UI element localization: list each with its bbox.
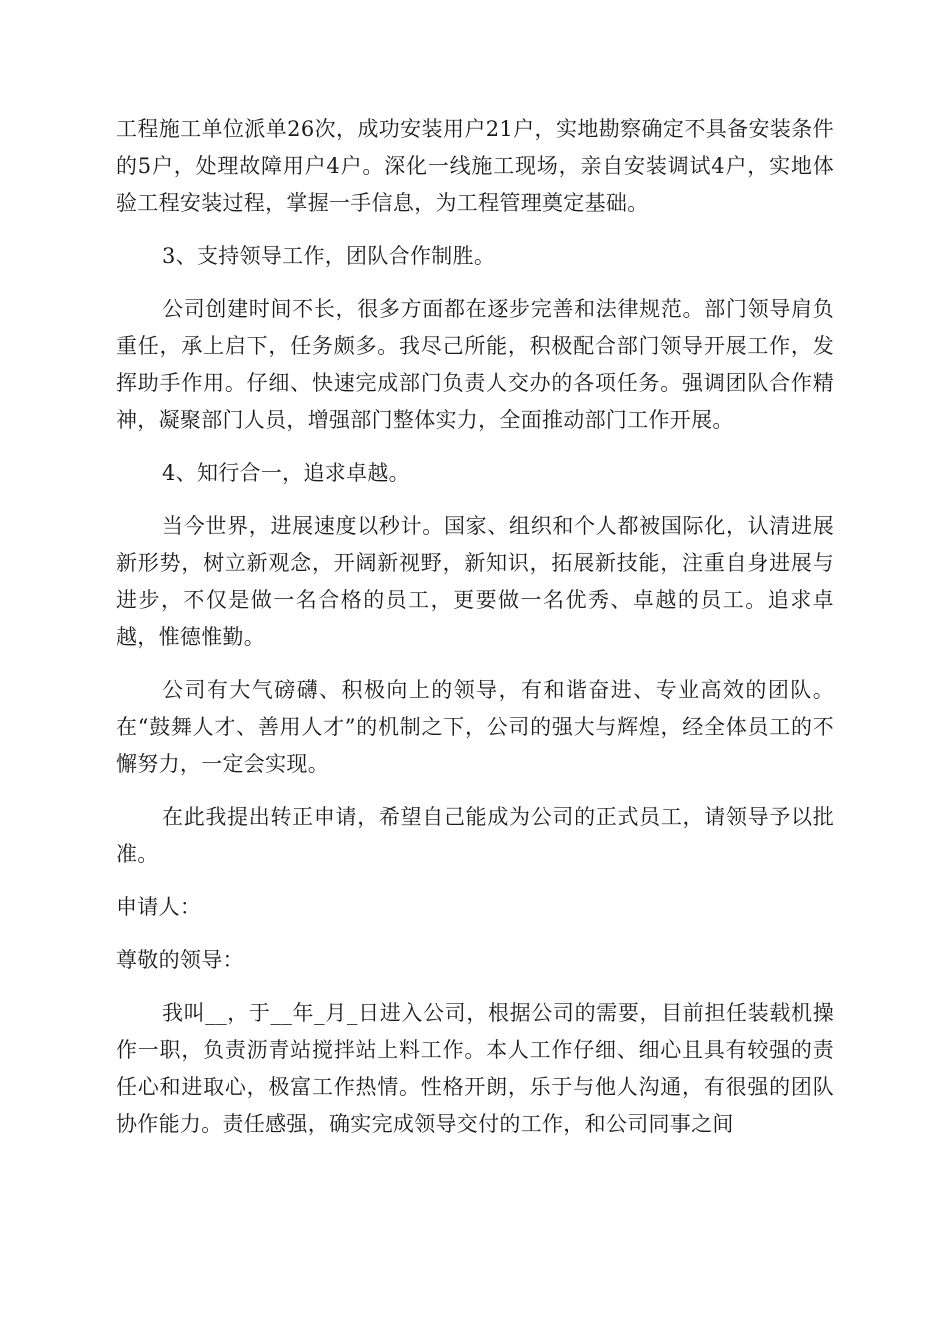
paragraph-install-stats: 工程施工单位派单26次，成功安装用户21户，实地勘察确定不具备安装条件的5户，处理故障用户4户。深化一线施工现场，亲自安装调试4户，实地体验工程安装过程，掌握一手信息，为工程管理奠定基础。 <box>116 117 834 215</box>
section-heading-3: 3、支持领导工作，团队合作制胜。 <box>162 244 496 268</box>
section-heading-4: 4、知行合一，追求卓越。 <box>162 461 410 485</box>
document-page <box>116 111 834 1159</box>
paragraph-pursue-excellence: 当今世界，进展速度以秒计。国家、组织和个人都被国际化，认清进展新形势，树立新观念，开阔新视野，新知识，拓展新技能，注重自身进展与进步，不仅是做一名合格的员工，更要做一名优秀、卓越的员工。追求卓越，惟德惟勤。 <box>116 514 834 649</box>
paragraph-application: 在此我提出转正申请，希望自己能成为公司的正式员工，请领导予以批准。 <box>116 805 834 866</box>
applicant-line: 申请人： <box>116 895 202 919</box>
paragraph-support-leaders: 公司创建时间不长，很多方面都在逐步完善和法律规范。部门领导肩负重任，承上启下，任务颇多。我尽己所能，积极配合部门领导开展工作，发挥助手作用。仔细、快速完成部门负责人交办的各项任务。强调团队合作精神，凝聚部门人员，增强部门整体实力，全面推动部门工作开展。 <box>116 297 834 432</box>
salutation-line: 尊敬的领导： <box>116 948 244 972</box>
paragraph-self-intro: 我叫__，于__年_月_日进入公司，根据公司的需要，目前担任装载机操作一职，负责沥青站搅拌站上料工作。本人工作仔细、细心且具有较强的责任心和进取心，极富工作热情。性格开朗，乐于与他人沟通，有很强的团队协作能力。责任感强，确实完成领导交付的工作，和公司同事之间 <box>116 1001 834 1136</box>
paragraph-company-team: 公司有大气磅礴、积极向上的领导，有和谐奋进、专业高效的团队。在“鼓舞人才、善用人才”的机制之下，公司的强大与辉煌，经全体员工的不懈努力，一定会实现。 <box>116 678 834 776</box>
